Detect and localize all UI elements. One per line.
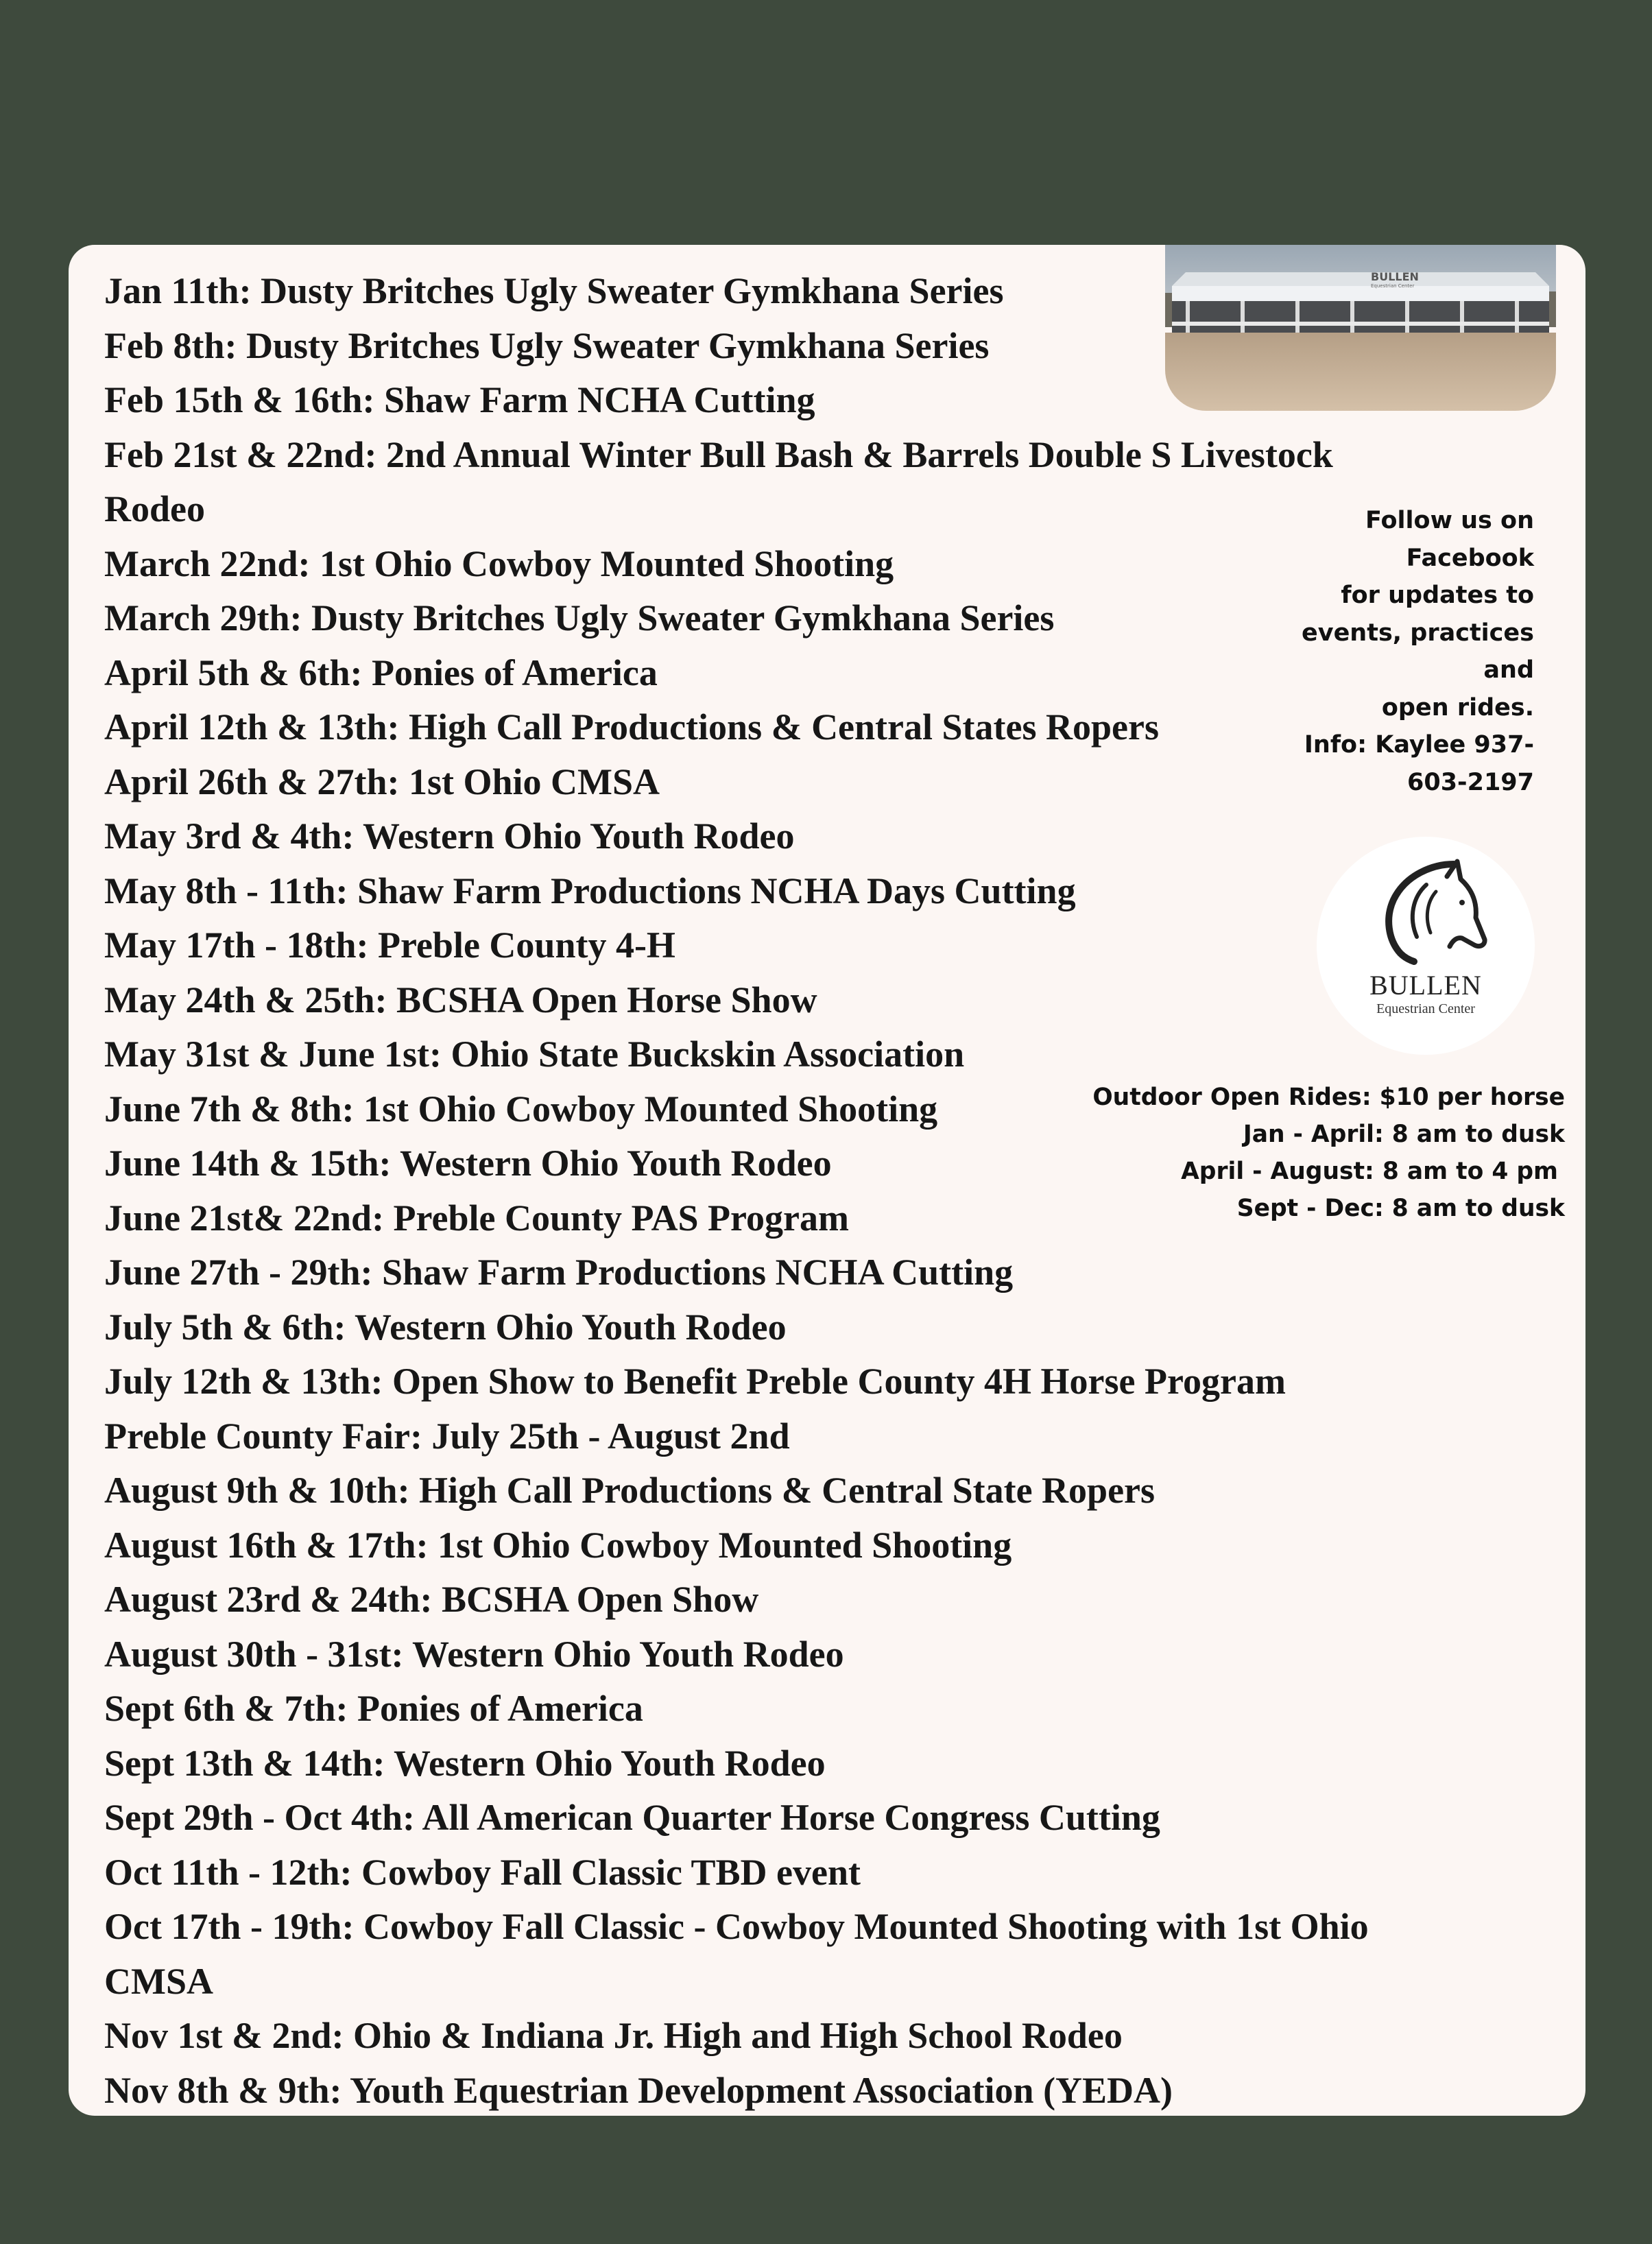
follow-line: events, practices [1302,619,1534,647]
follow-us-note [1219,502,1534,801]
event-item: March 22nd: 1st Ohio Cowboy Mounted Shooting [104,542,894,584]
event-item: April 12th & 13th: High Call Productions & Central States Ropers [104,706,1159,748]
event-item: Nov 8th & 9th: Youth Equestrian Development Association (YEDA) [104,2069,1173,2111]
follow-line: 603-2197 [1407,768,1534,796]
follow-line: Info: Kaylee 937- [1304,731,1534,759]
event-item: Sept 13th & 14th: Western Ohio Youth Rodeo [104,1742,826,1784]
event-item: June 7th & 8th: 1st Ohio Cowboy Mounted Shooting [104,1088,938,1130]
arena-photo [1165,245,1556,411]
logo-subtitle: Equestrian Center [1376,1001,1475,1016]
event-item-line: Oct 17th - 19th: Cowboy Fall Classic - Cowboy Mounted Shooting with 1st Ohio [104,1906,1369,1947]
event-item: May 8th - 11th: Shaw Farm Productions NCHA Days Cutting [104,870,1076,911]
open-rides-line: Outdoor Open Rides: $10 per horse [1092,1084,1565,1111]
event-item: May 24th & 25th: BCSHA Open Horse Show [104,979,817,1020]
open-rides-line: April - August: 8 am to 4 pm [1181,1158,1558,1185]
event-item: June 14th & 15th: Western Ohio Youth Rodeo [104,1143,832,1184]
event-item-line: Feb 21st & 22nd: 2nd Annual Winter Bull Bash & Barrels Double S Livestock [104,433,1333,475]
event-item: July 5th & 6th: Western Ohio Youth Rodeo [104,1306,787,1348]
open-rides-line: Sept - Dec: 8 am to dusk [1236,1195,1565,1222]
follow-line: for updates to [1341,582,1534,609]
event-item: May 3rd & 4th: Western Ohio Youth Rodeo [104,815,795,857]
event-item: July 12th & 13th: Open Show to Benefit Preble County 4H Horse Program [104,1361,1286,1402]
bullen-logo [1317,837,1535,1055]
follow-line: and [1483,656,1534,684]
event-item: May 17th - 18th: Preble County 4-H [104,924,675,966]
event-item: Jan 11th: Dusty Britches Ugly Sweater Gymkhana Series [104,270,1004,311]
arena-sign-subtitle: Equestrian Center [1371,283,1415,289]
horse-head-icon [1317,837,1535,1055]
event-item: August 16th & 17th: 1st Ohio Cowboy Mounted Shooting [104,1524,1012,1566]
event-item: Feb 8th: Dusty Britches Ugly Sweater Gymkhana Series [104,324,990,366]
event-item: Preble County Fair: July 25th - August 2nd [104,1415,790,1457]
follow-line: Facebook [1406,544,1534,572]
event-item: Sept 6th & 7th: Ponies of America [104,1688,643,1729]
event-item: March 29th: Dusty Britches Ugly Sweater Gymkhana Series [104,597,1055,638]
event-item: April 26th & 27th: 1st Ohio CMSA [104,761,660,802]
open-rides-line: Jan - April: 8 am to dusk [1243,1121,1565,1148]
event-item: Nov 1st & 2nd: Ohio & Indiana Jr. High and High School Rodeo [104,2015,1123,2056]
event-item: Oct 11th - 12th: Cowboy Fall Classic TBD event [104,1851,861,1893]
follow-line: open rides. [1381,693,1534,721]
event-item: April 5th & 6th: Ponies of America [104,652,658,693]
follow-line: Follow us on [1365,507,1534,534]
arena-sign-name: BULLEN [1371,270,1419,283]
event-item: August 23rd & 24th: BCSHA Open Show [104,1579,759,1620]
open-rides-info [948,1079,1565,1227]
event-item: June 27th - 29th: Shaw Farm Productions NCHA Cutting [104,1252,1014,1293]
event-item: May 31st & June 1st: Ohio State Buckskin Association [104,1034,965,1075]
event-item: August 9th & 10th: High Call Productions & Central State Ropers [104,1470,1156,1511]
event-item: Sept 29th - Oct 4th: All American Quarter Horse Congress Cutting [104,1797,1160,1838]
event-item: June 21st& 22nd: Preble County PAS Program [104,1197,849,1239]
event-item: August 30th - 31st: Western Ohio Youth Rodeo [104,1633,844,1675]
event-item-line: Rodeo [104,488,205,529]
event-item [104,1900,1544,2009]
event-item: Feb 15th & 16th: Shaw Farm NCHA Cutting [104,379,815,420]
logo-name: BULLEN [1369,970,1482,1001]
event-item-line: CMSA [104,1960,213,2002]
schedule-card [69,245,1585,2116]
